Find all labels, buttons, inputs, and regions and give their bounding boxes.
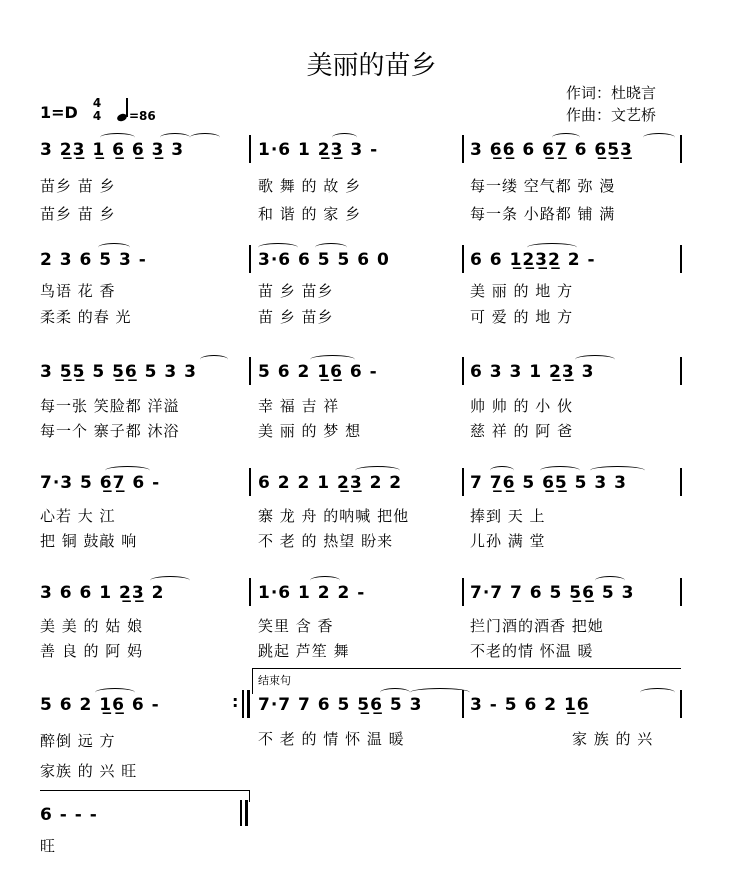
bar-line xyxy=(462,578,464,606)
measure-notes: 7·7 7 6 5 5̲6̲ 5 3 xyxy=(470,583,635,603)
bar-line xyxy=(462,245,464,273)
bar-line xyxy=(680,245,682,273)
bar-line xyxy=(680,357,682,385)
measure-notes: 7·7 7 6 5 5̲6̲ 5 3 xyxy=(258,695,423,715)
tempo-marking: =86 xyxy=(129,109,156,123)
lyric-line: 善 良 的 阿 妈 xyxy=(40,642,144,660)
slur xyxy=(575,355,615,364)
bar-line xyxy=(680,135,682,163)
measure-notes: 3·6 6 5 5 6 0 xyxy=(258,250,390,270)
bar-line xyxy=(680,690,682,718)
bar-line xyxy=(249,135,251,163)
repeat-bar-line xyxy=(247,690,250,718)
repeat-bar-line xyxy=(242,690,244,718)
measure-notes: 5 6 2 1̲6̲ 6 - xyxy=(40,695,160,715)
lyric-line: 心若 大 江 xyxy=(40,507,116,525)
lyric-line: 家族 的 兴 旺 xyxy=(40,762,138,780)
lyric-line: 柔柔 的春 光 xyxy=(40,308,132,326)
lyric-line: 美 丽 的 地 方 xyxy=(470,282,574,300)
slur xyxy=(100,133,135,142)
time-signature xyxy=(90,97,104,123)
bar-line xyxy=(462,357,464,385)
slur xyxy=(590,466,645,475)
measure-notes: 1·6 1 2̲3̲ 3 - xyxy=(258,140,379,160)
slur xyxy=(315,243,347,252)
slur xyxy=(643,133,675,142)
bar-line xyxy=(249,245,251,273)
time-sig-bottom: 4 xyxy=(92,109,102,123)
slur xyxy=(200,355,228,364)
slur xyxy=(410,688,470,697)
lyric-line: 捧到 天 上 xyxy=(470,507,546,525)
slur xyxy=(552,133,580,142)
lyric-line: 不老的情 怀温 暖 xyxy=(470,642,594,660)
page-title: 美丽的苗乡 xyxy=(306,51,437,81)
lyric-line: 歌 舞 的 故 乡 xyxy=(258,177,362,195)
lyric-line: 和 谐 的 家 乡 xyxy=(258,205,362,223)
lyric-line: 美 丽 的 梦 想 xyxy=(258,422,362,440)
measure-notes: 3 6̲6̲ 6 6̲7̲ 6 6̲5̲3̲ xyxy=(470,140,633,160)
slur xyxy=(527,243,577,252)
lyric-line: 苗 乡 苗乡 xyxy=(258,282,334,300)
measure-notes: 5 6 2 1̲6̲ 6 - xyxy=(258,362,378,382)
lyric-line: 醉倒 远 方 xyxy=(40,732,116,750)
measure-notes: 3 - 5 6 2 1̲6̲ xyxy=(470,695,590,715)
measure-notes: 6 3 3 1 2̲3̲ 3 xyxy=(470,362,595,382)
lyric-line: 每一条 小路都 铺 满 xyxy=(470,205,616,223)
repeat-dots: : xyxy=(232,692,239,711)
time-sig-top: 4 xyxy=(92,96,102,110)
slur xyxy=(332,133,357,142)
lyric-line: 每一张 笑脸都 洋溢 xyxy=(40,397,180,415)
volta-label: 结束句 xyxy=(258,674,291,687)
slur xyxy=(105,466,150,475)
bar-line xyxy=(249,468,251,496)
lyric-line: 幸 福 吉 祥 xyxy=(258,397,340,415)
lyric-line: 儿孙 满 堂 xyxy=(470,532,546,550)
slur xyxy=(98,243,130,252)
lyric-line: 可 爱 的 地 方 xyxy=(470,308,574,326)
slur xyxy=(595,576,625,585)
measure-notes: 7 7̲6̲ 5 6̲5̲ 5 3 3 xyxy=(470,473,627,493)
lyric-line: 拦门酒的酒香 把她 xyxy=(470,617,604,635)
lyric-line: 跳起 芦笙 舞 xyxy=(258,642,350,660)
measure-notes: 7·3 5 6̲7̲ 6 - xyxy=(40,473,161,493)
lyric-line: 帅 帅 的 小 伙 xyxy=(470,397,574,415)
measure-notes: 6 2 2 1 2̲3̲ 2 2 xyxy=(258,473,403,493)
measure-notes: 3 6 6 1 2̲3̲ 2 xyxy=(40,583,165,603)
lyric-line: 鸟语 花 香 xyxy=(40,282,116,300)
lyric-line: 美 美 的 姑 娘 xyxy=(40,617,144,635)
slur xyxy=(540,466,580,475)
volta-bracket xyxy=(40,790,250,791)
measure-notes: 6 - - - xyxy=(40,805,98,825)
composer-credit: 作曲：文艺桥 xyxy=(566,106,657,124)
measure-notes: 2 3 6 5 3 - xyxy=(40,250,147,270)
lyric-line: 不 老 的 情 怀 温 暖 xyxy=(258,730,405,748)
lyric-line: 旺 xyxy=(40,837,57,855)
lyric-line: 苗乡 苗 乡 xyxy=(40,177,116,195)
lyric-line: 慈 祥 的 阿 爸 xyxy=(470,422,574,440)
bar-line xyxy=(462,468,464,496)
measure-notes: 3 2̲3̲ 1̲ 6̲ 6̲ 3̲ 3 xyxy=(40,140,185,160)
final-bar-line xyxy=(240,800,242,826)
slur xyxy=(490,466,514,475)
slur xyxy=(190,133,220,142)
final-bar-line xyxy=(245,800,248,826)
volta-end xyxy=(249,790,250,802)
slur xyxy=(310,355,355,364)
lyric-line: 笑里 含 香 xyxy=(258,617,334,635)
slur xyxy=(310,576,340,585)
measure-notes: 6 6 1̲2̲3̲2̲ 2 - xyxy=(470,250,596,270)
bar-line xyxy=(249,357,251,385)
slur xyxy=(160,133,190,142)
lyric-line: 苗 乡 苗乡 xyxy=(258,308,334,326)
bar-line xyxy=(249,578,251,606)
lyricist-credit: 作词：杜晓言 xyxy=(566,84,657,102)
slur xyxy=(95,688,135,697)
measure-notes: 1·6 1 2 2 - xyxy=(258,583,366,603)
bar-line xyxy=(680,578,682,606)
lyric-line: 每一缕 空气都 弥 漫 xyxy=(470,177,616,195)
slur xyxy=(380,688,410,697)
lyric-line: 苗乡 苗 乡 xyxy=(40,205,116,223)
key-signature: 1=D xyxy=(40,103,78,122)
bar-line xyxy=(680,468,682,496)
slur xyxy=(150,576,190,585)
lyric-line: 把 铜 鼓敲 响 xyxy=(40,532,138,550)
bar-line xyxy=(462,135,464,163)
slur xyxy=(355,466,400,475)
measure-notes: 3 5̲5̲ 5 5̲6̲ 5 3 3 xyxy=(40,362,197,382)
slur xyxy=(258,243,298,252)
lyric-line: 寨 龙 舟 的呐喊 把他 xyxy=(258,507,410,525)
lyric-line: 每一个 寨子都 沐浴 xyxy=(40,422,180,440)
slur xyxy=(640,688,675,697)
lyric-line: 不 老 的 热望 盼来 xyxy=(258,532,394,550)
lyric-line: 家 族 的 兴 xyxy=(572,730,654,748)
